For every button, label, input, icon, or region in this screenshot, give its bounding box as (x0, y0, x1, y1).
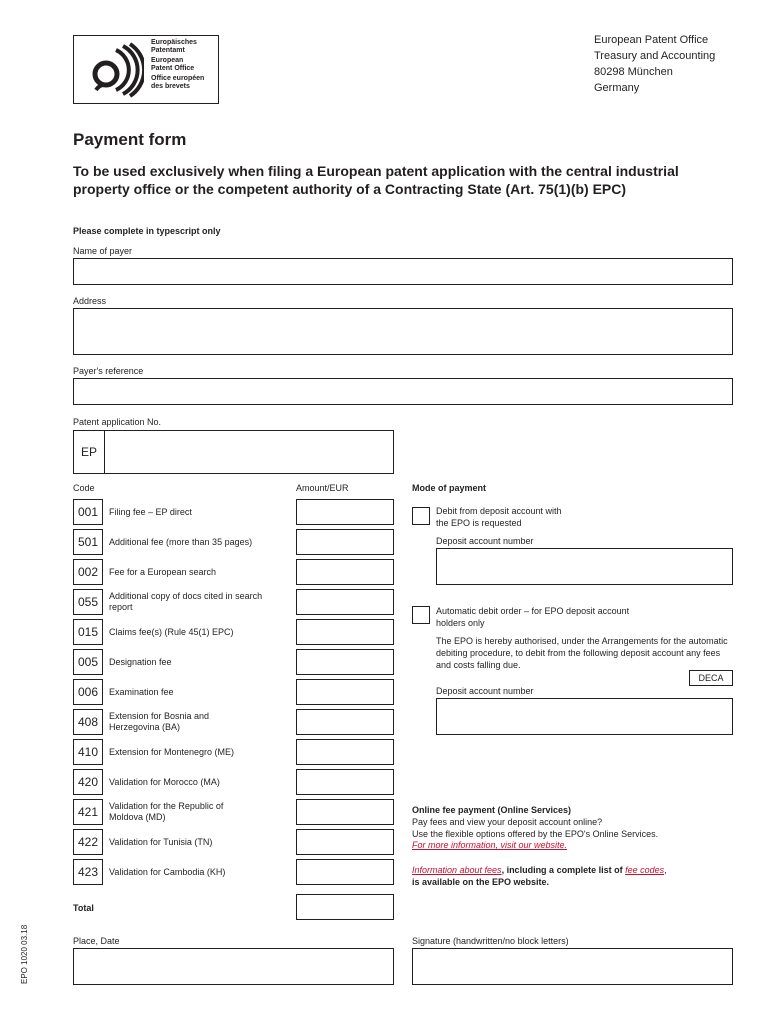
form-title: Payment form (73, 130, 187, 149)
payers-reference-label: Payer's reference (73, 366, 144, 376)
fee-label: Validation for Morocco (MA) (109, 777, 220, 787)
fee-label: Fee for a European search (109, 567, 217, 577)
place-date-label: Place, Date (73, 936, 120, 946)
fee-label: Claims fee(s) (Rule 45(1) EPC) (109, 627, 234, 637)
form-subtitle: To be used exclusively when filing a European patent application with the central industrial property office or the competent authority of a Contracting State (Art. 75(1)(b) EPC) (73, 163, 679, 197)
online-line-1: Pay fees and view your deposit account online? (412, 817, 603, 827)
deposit-account-field-2[interactable] (436, 698, 733, 735)
logo-text: Europäisches Patentamt European Patent Office Office européen des brevets (151, 39, 205, 90)
form-id: EPO 1020 03.18 (20, 924, 29, 984)
fee-label: Validation for Tunisia (TN) (109, 837, 213, 847)
fee-code: 422 (73, 829, 103, 855)
name-of-payer-field[interactable] (73, 258, 733, 285)
typescript-note: Please complete in typescript only (73, 226, 221, 236)
fee-label: Extension for Montenegro (ME) (109, 747, 235, 757)
patent-application-field[interactable] (104, 430, 394, 474)
address-field[interactable] (73, 308, 733, 355)
code-header: Code (73, 483, 95, 493)
deposit-account-field[interactable] (436, 548, 733, 585)
fee-code: 420 (73, 769, 103, 795)
signature-label: Signature (handwritten/no block letters) (412, 936, 569, 946)
fee-code: 421 (73, 799, 103, 825)
fee-label: Additional fee (more than 35 pages) (109, 537, 253, 547)
patent-application-label: Patent application No. (73, 417, 162, 427)
fee-label: Validation for Cambodia (KH) (109, 867, 226, 877)
epo-logo (73, 35, 219, 104)
deposit-account-label-2: Deposit account number (436, 686, 534, 696)
auto-debit-checkbox[interactable] (412, 606, 430, 624)
fee-code: 423 (73, 859, 103, 885)
total-label: Total (73, 903, 94, 913)
fee-code: 055 (73, 589, 103, 615)
fee-amount-field[interactable] (296, 709, 394, 735)
fee-code: 005 (73, 649, 103, 675)
deposit-account-label: Deposit account number (436, 536, 534, 546)
fee-code: 015 (73, 619, 103, 645)
debit-checkbox[interactable] (412, 507, 430, 525)
fee-code: 002 (73, 559, 103, 585)
fee-label: Filing fee – EP direct (109, 507, 192, 517)
fee-code: 001 (73, 499, 103, 525)
fee-label: Additional copy of docs cited in search report (109, 591, 263, 612)
mode-of-payment-heading: Mode of payment (412, 483, 487, 493)
epo-emblem-icon (82, 42, 144, 98)
online-line-2: Use the flexible options offered by the EPO's Online Services. (412, 829, 659, 839)
fee-amount-field[interactable] (296, 649, 394, 675)
fee-label: Validation for the Republic of Moldova (MD) (109, 801, 224, 822)
fee-info-text: Information about fees, including a complete list of fee codes, (412, 865, 667, 875)
fee-code: 410 (73, 739, 103, 765)
fee-amount-field[interactable] (296, 529, 394, 555)
amount-header: Amount/EUR (296, 483, 349, 493)
fee-amount-field[interactable] (296, 559, 394, 585)
signature-field[interactable] (412, 948, 733, 985)
fee-amount-field[interactable] (296, 589, 394, 615)
office-address: European Patent Office Treasury and Accounting 80298 München Germany (594, 34, 716, 94)
fee-amount-field[interactable] (296, 499, 394, 525)
total-amount-field[interactable] (296, 894, 394, 920)
fee-info-link[interactable]: Information about fees (412, 865, 502, 875)
auto-debit-text: The EPO is hereby authorised, under the Arrangements for the automatic debiting procedure, to debit from the following deposit account any fees and costs falling due. (436, 636, 728, 670)
deca-label: DECA (689, 670, 733, 686)
payers-reference-field[interactable] (73, 378, 733, 405)
fee-codes-link[interactable]: fee codes (625, 865, 665, 875)
place-date-field[interactable] (73, 948, 394, 985)
fee-label: Designation fee (109, 657, 172, 667)
fee-amount-field[interactable] (296, 619, 394, 645)
fee-label: Extension for Bosnia and Herzegovina (BA) (109, 711, 210, 732)
name-of-payer-label: Name of payer (73, 246, 133, 256)
address-label: Address (73, 296, 107, 306)
fee-amount-field[interactable] (296, 859, 394, 885)
fee-amount-field[interactable] (296, 739, 394, 765)
debit-option-label: Debit from deposit account with the EPO is requested (436, 506, 562, 528)
fee-label: Examination fee (109, 687, 174, 697)
fee-code: 006 (73, 679, 103, 705)
fee-amount-field[interactable] (296, 829, 394, 855)
fee-code: 408 (73, 709, 103, 735)
ep-prefix-box: EP (73, 430, 105, 474)
fee-amount-field[interactable] (296, 799, 394, 825)
website-link[interactable]: For more information, visit our website. (412, 840, 568, 850)
fee-info-text-2: is available on the EPO website. (412, 877, 550, 887)
online-payment-heading: Online fee payment (Online Services) (412, 805, 572, 815)
fee-amount-field[interactable] (296, 679, 394, 705)
fee-amount-field[interactable] (296, 769, 394, 795)
auto-debit-option-label: Automatic debit order – for EPO deposit account holders only (436, 606, 630, 628)
fee-code: 501 (73, 529, 103, 555)
